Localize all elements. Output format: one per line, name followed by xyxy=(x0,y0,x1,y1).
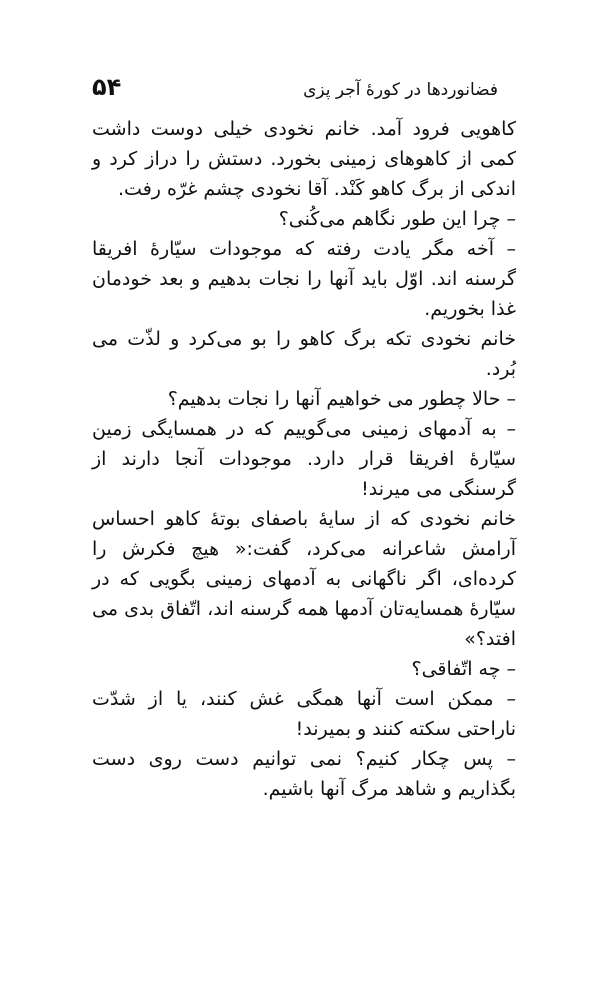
paragraph-2: خانم نخودی تکه برگ کاهو را بو می‌کرد و لذّت می‌ بُرد. xyxy=(92,328,516,380)
page-header xyxy=(92,70,516,114)
paragraph-3: خانم نخودی که از سایهٔ باصفای بوتهٔ کاهو احساس آرامش شاعرانه می‌کرد، گفت:« هیچ فکرش را کرده‌ای، اگر ناگهانی به آدمهای زمینی بگویی که در سیّارهٔ همسایه‌تان آدمها همه گرسنه اند، اتّفاق بدی می افتد؟» xyxy=(92,508,516,650)
dialogue-line-2: – آخه مگر یادت رفته که موجودات سیّارهٔ افریقا گرسنه اند. اوّل باید آنها را نجات بدهیم و بعد خودمان غذا بخوریم. xyxy=(92,238,516,320)
paragraph-1: کاهویی فرود آمد. خانم نخودی خیلی دوست داشت کمی از کاهوهای زمینی بخورد. دستش را دراز کرد و اندکی از برگ کاهو کَنْد. آقا نخودی چشم غرّه رفت. xyxy=(92,118,516,200)
dialogue-line-4: – به آدمهای زمینی می‌گوییم که در همسایگی زمین سیّارهٔ افریقا قرار دارد. موجودات آنجا دارند از گرسنگی می میرند! xyxy=(92,418,516,500)
dialogue-line-1: – چرا این طور نگاهم می‌کُنی؟ xyxy=(278,208,516,230)
dialogue-line-6: – ممکن است آنها همگی غش کنند، یا از شدّت ناراحتی سکته کنند و بمیرند! xyxy=(92,688,516,740)
dialogue-line-3: – حالا چطور می خواهیم آنها را نجات بدهیم؟ xyxy=(167,388,516,410)
page-number: ۵۴ xyxy=(92,73,122,101)
running-title: فضانوردها در کورهٔ آجر پزی xyxy=(303,80,498,100)
book-page xyxy=(92,70,516,804)
body-text xyxy=(92,114,516,804)
dialogue-line-7: – پس چکار کنیم؟ نمی توانیم دست روی دست بگذاریم و شاهد مرگ آنها باشیم. xyxy=(92,748,516,800)
dialogue-line-5: – چه اتّفاقی؟ xyxy=(411,658,516,680)
